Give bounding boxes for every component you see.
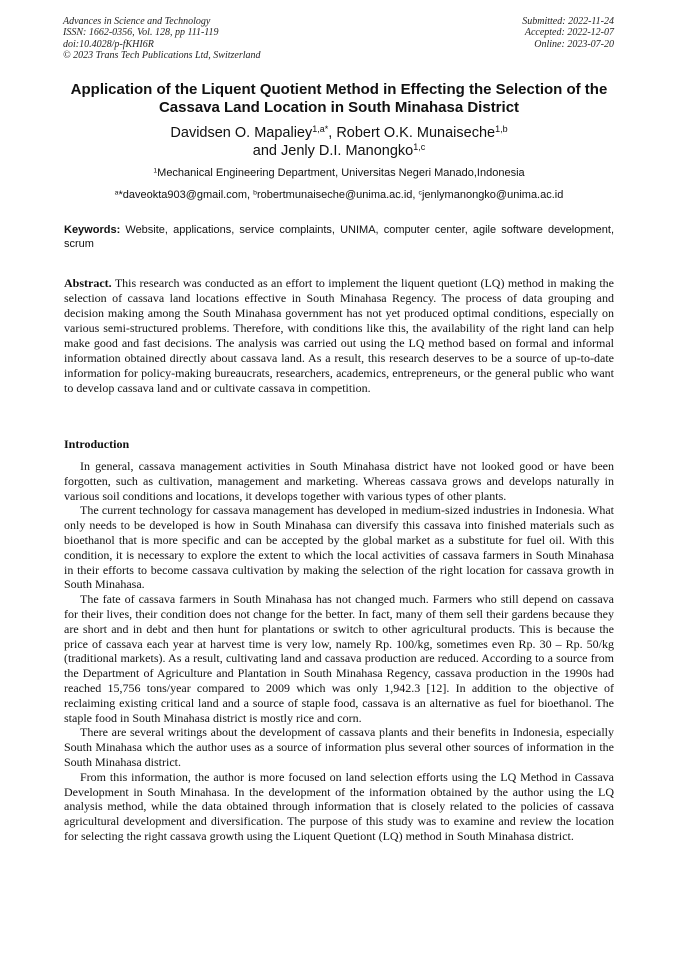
author-superscript: 1,b — [495, 124, 508, 135]
submitted-date: Submitted: 2022-11-24 — [522, 16, 614, 27]
keywords-label: Keywords: — [64, 224, 121, 236]
abstract — [64, 276, 614, 396]
author-separator: , — [328, 125, 337, 141]
journal-header-right — [522, 16, 614, 50]
abstract-text: This research was conducted as an effort to implement the liquent quetiont (LQ) method in making the selection of cassava land locations effective in South Minahasa Regency. The process of data grouping and decision making among the South Minahasa government has not yet produced optimal conditions, especially on various semi-structured problems. Therefore, with conditions like this, the availability of the right land can help make good and fast decisions. The analysis was carried out using the LQ method based on formal and informal information obtained directly about cassava land. As a result, this research deserves to be a source of up-to-date information for policy-making bureaucrats, researchers, academics, entrepreneurs, or the general public who want to develop cassava land and or cultivate cassava in competition. — [64, 276, 614, 395]
author-name: Robert O.K. Munaiseche — [336, 125, 496, 141]
paragraph: There are several writings about the development of cassava plants and their benefits in Indonesia, especially South Minahasa which the author uses as a source of information plus several other sources of information in the South Minahasa district. — [64, 725, 614, 769]
accepted-date: Accepted: 2022-12-07 — [524, 27, 614, 39]
paragraph: From this information, the author is more focused on land selection efforts using the LQ Method in Cassava Development in South Minahasa. In the development of the information obtained by the author using the LQ analysis method, while the data obtained through information that is closely related to the policies of cassava agricultural development and diversification. The purpose of this study was to examine and review the location for selecting the right cassava growth using the Liquent Quetiont (LQ) method in South Minahasa district. — [64, 769, 614, 843]
journal-header-left — [63, 16, 261, 62]
email-address: *daveokta903@gmail.com — [118, 189, 248, 201]
author-name: and Jenly D.I. Manongko — [252, 143, 414, 159]
email-separator: , — [412, 189, 419, 201]
keywords — [64, 224, 614, 251]
author-name: Davidsen O. Mapaliey — [170, 125, 313, 141]
journal-doi: doi:10.4028/p-fKHI6R — [63, 38, 154, 50]
affiliation — [60, 167, 618, 180]
email-address: jenlymanongko@unima.ac.id — [421, 189, 564, 201]
email-address: robertmunaiseche@unima.ac.id — [256, 189, 413, 201]
author-list — [60, 124, 618, 160]
paper-title: Application of the Liquent Quotient Method in Effecting the Selection of the Cassava Land Location in South Minahasa District — [70, 81, 608, 116]
paragraph: In general, cassava management activities in South Minahasa district have not looked good or have been forgotten, such as cultivation, management and marketing. Whereas cassava grows and develops naturally in various soil conditions and locations, it develops together with various types of other plants. — [64, 459, 614, 503]
email-list — [60, 189, 618, 202]
abstract-label: Abstract. — [64, 276, 112, 290]
keywords-text: Website, applications, service complaints, UNIMA, computer center, agile software development, scrum — [64, 224, 614, 250]
paragraph: The current technology for cassava management has developed in medium-sized industries in Indonesia. What only needs to be developed is how in South Minahasa can diversify this cassava into finished materials such as bioethanol that is more specific and can be accepted by the global market as a substitute for fuel oil. With this condition, it is necessary to explore the extent to which the local activities of cassava farmers in South Minahasa in their efforts to become cassava cultivation by making the selection of the right location for cassava growth in South Minahasa. — [64, 503, 614, 592]
email-separator: , — [247, 189, 254, 201]
email-superscript: a — [114, 189, 119, 197]
affiliation-text: Mechanical Engineering Department, Universitas Negeri Manado,Indonesia — [157, 167, 525, 179]
author-superscript: 1,c — [413, 142, 426, 153]
section-heading-introduction: Introduction — [64, 437, 130, 451]
paragraph: The fate of cassava farmers in South Minahasa has not changed much. Farmers who still depend on cassava for their lives, their condition does not change for the better. In fact, many of them sell their gardens because they are short and in debt and then hunt for plantations or switch to other agricultural products. This is because the price of cassava each year at harvest time is very low, namely Rp. 100/kg, sometimes even Rp. 30 – Rp. 50/kg (traditional markets). As a result, cultivating land and cassava production are reduced. According to a source from the Department of Agriculture and Plantation in South Minahasa Regency, cassava production in the 1990s had reached 15,756 tons/year compared to 2009 which was only 1,942.3 [12]. In addition to the objective of reclaiming existing critical land and a source of staple food, cassava is an alternative as fuel for bioethanol. The staple food in South Minahasa district is mostly rice and corn. — [64, 592, 614, 725]
email-superscript: b — [253, 189, 257, 197]
journal-issn: ISSN: 1662-0356, Vol. 128, pp 111-119 — [63, 27, 219, 39]
email-superscript: c — [418, 189, 422, 197]
affiliation-superscript: 1 — [153, 167, 158, 175]
introduction-body — [64, 459, 614, 844]
online-date: Online: 2023-07-20 — [534, 38, 614, 50]
journal-name: Advances in Science and Technology — [63, 16, 211, 27]
author-superscript: 1,a* — [312, 124, 329, 135]
journal-copyright: © 2023 Trans Tech Publications Ltd, Switzerland — [63, 50, 261, 62]
